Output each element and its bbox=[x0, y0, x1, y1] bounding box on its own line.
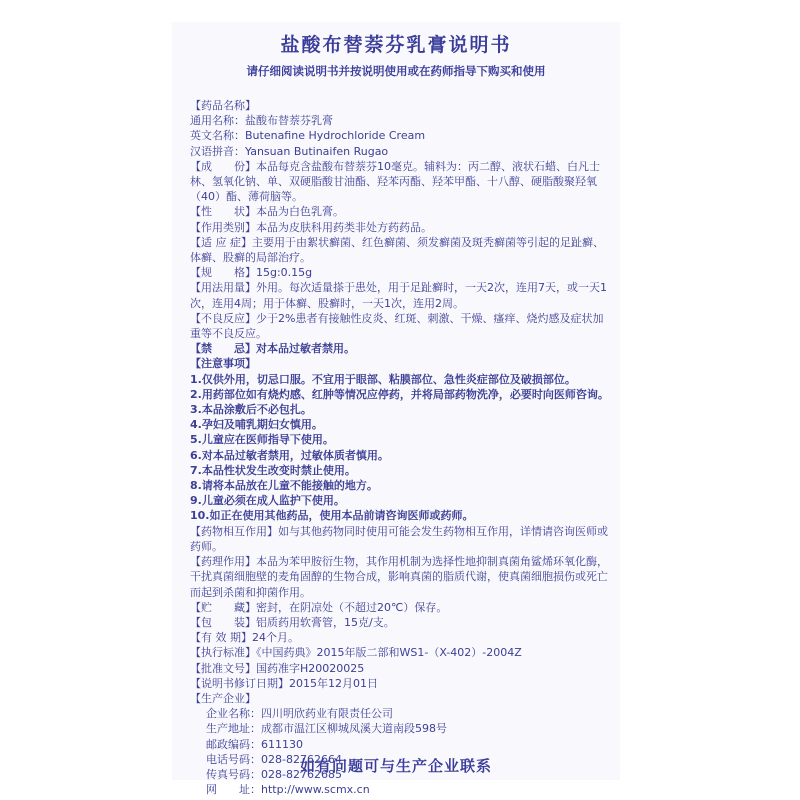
section-line: 【规 格】15g:0.15g bbox=[190, 266, 313, 280]
section-line: 【说明书修订日期】2015年12月01日 bbox=[190, 676, 378, 690]
company-info bbox=[190, 706, 612, 797]
section-line: 6.对本品过敏者禁用，过敏体质者慎用。 bbox=[190, 448, 389, 462]
section-line: 5.儿童应在医师指导下使用。 bbox=[190, 433, 334, 447]
section-line: 4.孕妇及哺乳期妇女慎用。 bbox=[190, 418, 323, 432]
section-line: 10.如正在使用其他药品，使用本品前请咨询医师或药师。 bbox=[190, 509, 474, 523]
section-line: 【药物相互作用】如与其他药物同时使用可能会发生药物相互作用，详情请咨询医师或药师。 bbox=[190, 524, 608, 553]
section-line: 汉语拼音：Yansuan Butinaifen Rugao bbox=[190, 144, 389, 158]
company-line: 电话号码：028-82762664 bbox=[206, 752, 342, 766]
section-line: 【作用类别】本品为皮肤科用药类非处方药药品。 bbox=[190, 220, 432, 234]
section-line: 【执行标准】《中国药典》2015年版二部和WS1-（X-402）-2004Z bbox=[190, 646, 522, 660]
company-line: 邮政编码：611130 bbox=[206, 737, 303, 751]
section-line: 【用法用量】外用。每次适量搽于患处，用于足趾癣时，一天2次，连用7天，或一天1次，连用4周；用于体癣、股癣时，一天1次，连用2周。 bbox=[190, 281, 607, 310]
section-line: 【生产企业】 bbox=[190, 691, 256, 705]
company-line: 传真号码：028-82762685 bbox=[206, 767, 342, 781]
section-list bbox=[190, 98, 612, 706]
section-line: 【适 应 症】主要用于由絮状癣菌、红色癣菌、须发癣菌及斑秃癣菌等引起的足趾癣、体癣、股癣的局部治疗。 bbox=[190, 235, 604, 265]
section-line: 【药品名称】 bbox=[190, 99, 256, 112]
section-line: 【贮 藏】密封，在阴凉处（不超过20℃）保存。 bbox=[190, 600, 448, 614]
section-line: 3.本品涂敷后不必包扎。 bbox=[190, 403, 312, 417]
footer-contact-note: 如有问题可与生产企业联系 bbox=[299, 757, 492, 775]
section-line: 【禁 忌】对本品过敏者禁用。 bbox=[190, 342, 355, 356]
leaflet-body bbox=[190, 98, 612, 797]
section-line: 【有 效 期】24个月。 bbox=[190, 631, 299, 645]
company-line: 网 址：http://www.scmx.cn bbox=[206, 783, 370, 797]
section-line: 8.请将本品放在儿童不能接触的地方。 bbox=[190, 479, 378, 493]
section-line: 【不良反应】少于2%患者有接触性皮炎、红斑、刺激、干燥、瘙痒、烧灼感及症状加重等不良反应。 bbox=[190, 311, 604, 341]
section-line: 【成 份】本品每克含盐酸布替萘芬10毫克。辅料为：丙二醇、液状石蜡、白凡士林、氢氧化钠、单、双硬脂酸甘油酯、羟苯丙酯、羟苯甲酯、十八醇、硬脂酸聚羟氧（40）酯、薄荷脑等。 bbox=[190, 159, 600, 204]
document-title: 盐酸布替萘芬乳膏说明书 bbox=[280, 34, 512, 56]
section-line: 1.仅供外用，切忌口服。不宜用于眼部、粘膜部位、急性炎症部位及破损部位。 bbox=[190, 372, 576, 386]
section-line: 通用名称：盐酸布替萘芬乳膏 bbox=[190, 114, 333, 128]
document-subtitle: 请仔细阅读说明书并按说明使用或在药师指导下购买和使用 bbox=[246, 64, 546, 78]
section-line: 【包 装】铝质药用软膏管，15克/支。 bbox=[190, 615, 395, 629]
section-line: 7.本品性状发生改变时禁止使用。 bbox=[190, 463, 356, 477]
section-line: 英文名称：Butenafine Hydrochloride Cream bbox=[190, 129, 426, 143]
company-line: 生产地址：成都市温江区柳城凤溪大道南段598号 bbox=[206, 722, 447, 736]
company-line: 企业名称：四川明欣药业有限责任公司 bbox=[206, 707, 393, 721]
section-line: 9.儿童必须在成人监护下使用。 bbox=[190, 494, 345, 508]
section-line: 2.用药部位如有烧灼感、红肿等情况应停药，并将局部药物洗净，必要时向医师咨询。 bbox=[190, 387, 609, 401]
section-line: 【注意事项】 bbox=[190, 357, 256, 371]
section-line: 【批准文号】国药准字H20020025 bbox=[190, 661, 365, 675]
section-line: 【性 状】本品为白色乳膏。 bbox=[190, 205, 344, 219]
leaflet-sheet bbox=[172, 22, 620, 797]
section-line: 【药理作用】本品为苯甲胺衍生物，其作用机制为选择性地抑制真菌角鲨烯环氧化酶，干扰真菌细胞壁的麦角固醇的生物合成，影响真菌的脂质代谢，使真菌细胞损伤或死亡而起到杀菌和抑菌作用。 bbox=[190, 555, 608, 599]
